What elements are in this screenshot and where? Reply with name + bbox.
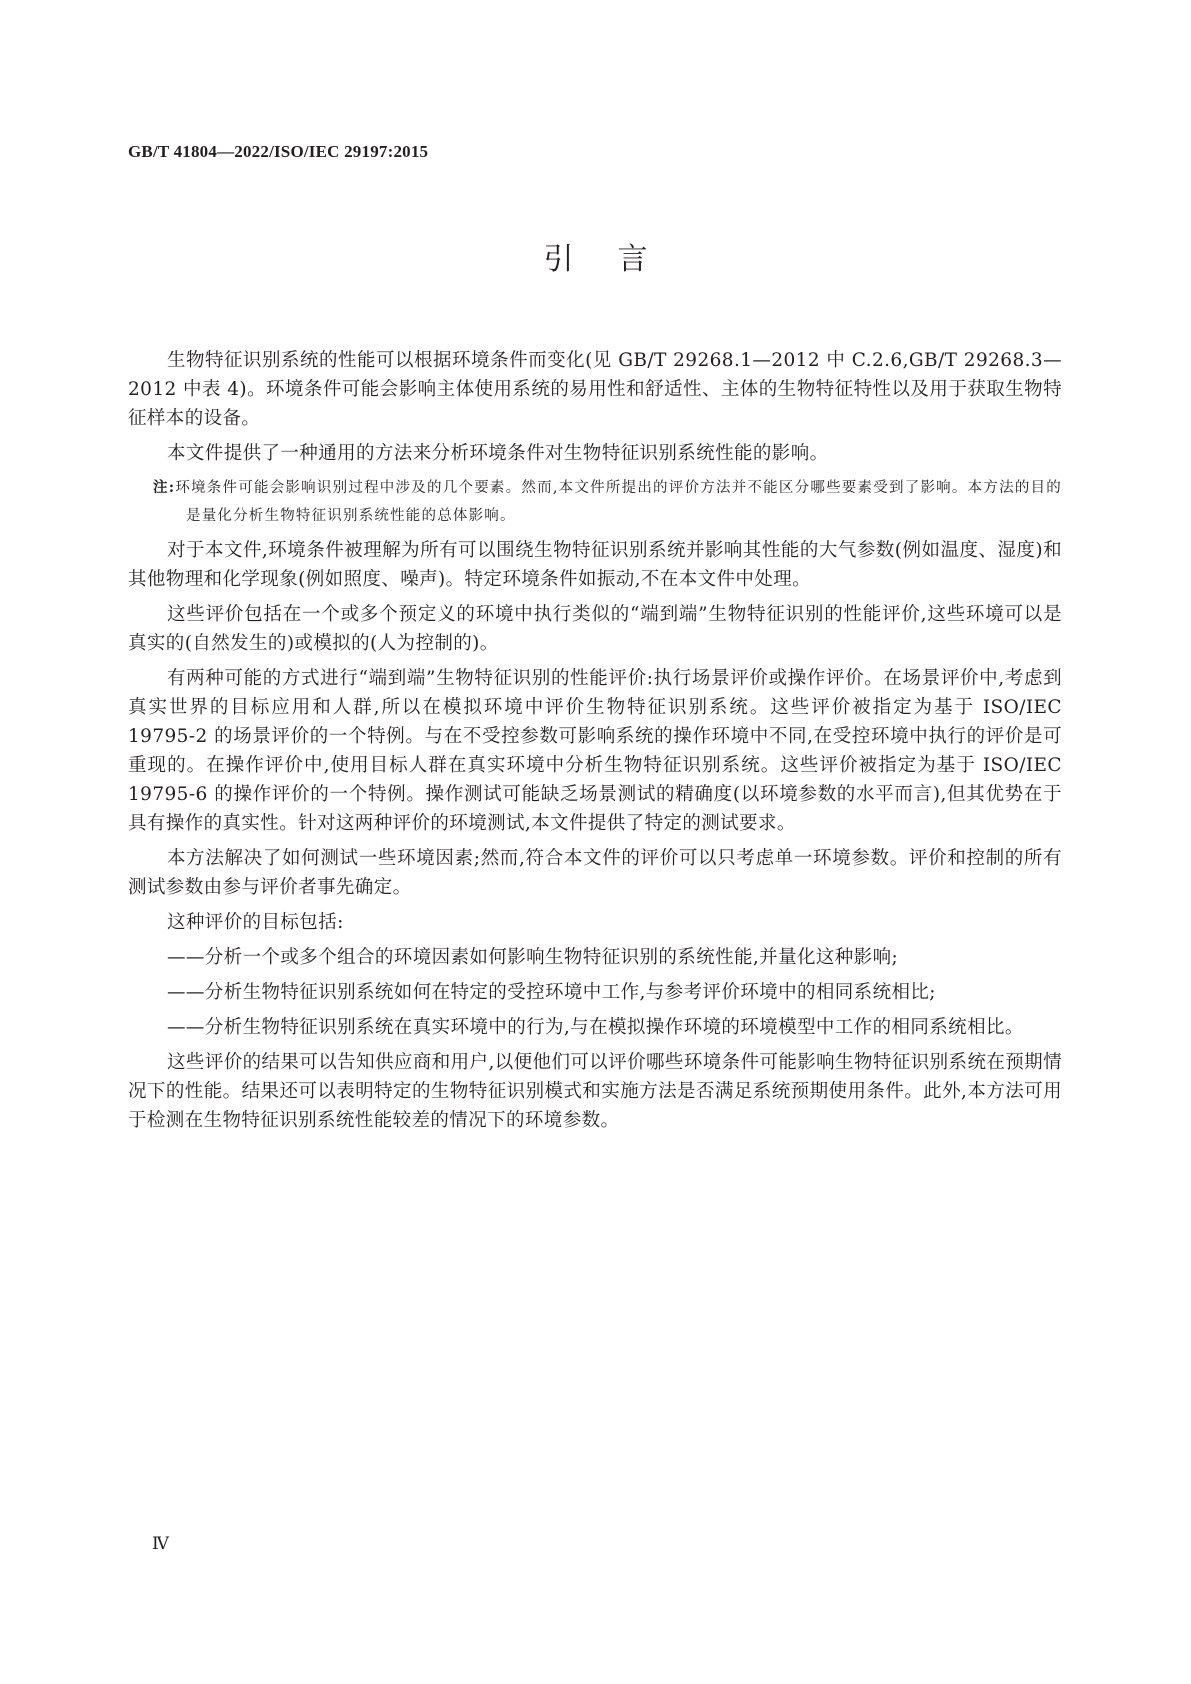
standard-number: GB/T 41804—2022/ISO/IEC 29197:2015 <box>128 142 429 161</box>
paragraph-1: 生物特征识别系统的性能可以根据环境条件而变化(见 GB/T 29268.1—2012 中 C.2.6,GB/T 29268.3—2012 中表 4)。环境条件可能会影响主体使用系统的易用性和舒适性、主体的生物特征特性以及用于获取生物特征样本的设备。 <box>128 350 1062 429</box>
paragraph-8: 这些评价的结果可以告知供应商和用户,以便他们可以评价哪些环境条件可能影响生物特征识别系统在预期情况下的性能。结果还可以表明特定的生物特征识别模式和实施方法是否满足系统预期使用条件。此外,本方法可用于检测在生物特征识别系统性能较差的情况下的环境参数。 <box>128 1052 1062 1131</box>
note <box>128 474 1062 530</box>
paragraph-6: 本方法解决了如何测试一些环境因素;然而,符合本文件的评价可以只考虑单一环境参数。评价和控制的所有测试参数由参与评价者事先确定。 <box>128 848 1062 898</box>
document-body <box>128 346 1062 1141</box>
paragraph-5: 有两种可能的方式进行“端到端”生物特征识别的性能评价:执行场景评价或操作评价。在场景评价中,考虑到真实世界的目标应用和人群,所以在模拟环境中评价生物特征识别系统。这些评价被指定为基于 ISO/IEC 19795-2 的场景评价的一个特例。与在不受控参数可影响系统的操作环境中不同,在受控环境中执行的评价是可重现的。在操作评价中,使用目标人群在真实环境中分析生物特征识别系统。这些评价被指定为基于 ISO/IEC 19795-6 的操作评价的一个特例。操作测试可能缺乏场景测试的精确度(以环境参数的水平而言),但其优势在于具有操作的真实性。针对这两种评价的环境测试,本文件提供了特定的测试要求。 <box>128 668 1062 834</box>
goal-item-2: ——分析生物特征识别系统如何在特定的受控环境中工作,与参考评价环境中的相同系统相比; <box>167 982 936 1003</box>
paragraph-4: 这些评价包括在一个或多个预定义的环境中执行类似的“端到端”生物特征识别的性能评价,这些环境可以是真实的(自然发生的)或模拟的(人为控制的)。 <box>128 604 1062 654</box>
page-title: 引言 <box>543 242 692 277</box>
goal-item-1: ——分析一个或多个组合的环境因素如何影响生物特征识别的系统性能,并量化这种影响; <box>167 947 899 968</box>
paragraph-2: 本文件提供了一种通用的方法来分析环境条件对生物特征识别系统性能的影响。 <box>167 443 829 464</box>
paragraph-3: 对于本文件,环境条件被理解为所有可以围绕生物特征识别系统并影响其性能的大气参数(例如温度、湿度)和其他物理和化学现象(例如照度、噪声)。特定环境条件如振动,不在本文件中处理。 <box>128 540 1062 590</box>
paragraph-7: 这种评价的目标包括: <box>167 912 344 933</box>
note-text: 环境条件可能会影响识别过程中涉及的几个要素。然而,本文件所提出的评价方法并不能区分哪些要素受到了影响。本方法的目的是量化分析生物特征识别系统性能的总体影响。 <box>175 480 1062 524</box>
goal-item-3: ——分析生物特征识别系统在真实环境中的行为,与在模拟操作环境的环境模型中工作的相同系统相比。 <box>167 1017 1024 1038</box>
note-label: 注: <box>153 479 176 496</box>
page-number: Ⅳ <box>152 1534 169 1553</box>
